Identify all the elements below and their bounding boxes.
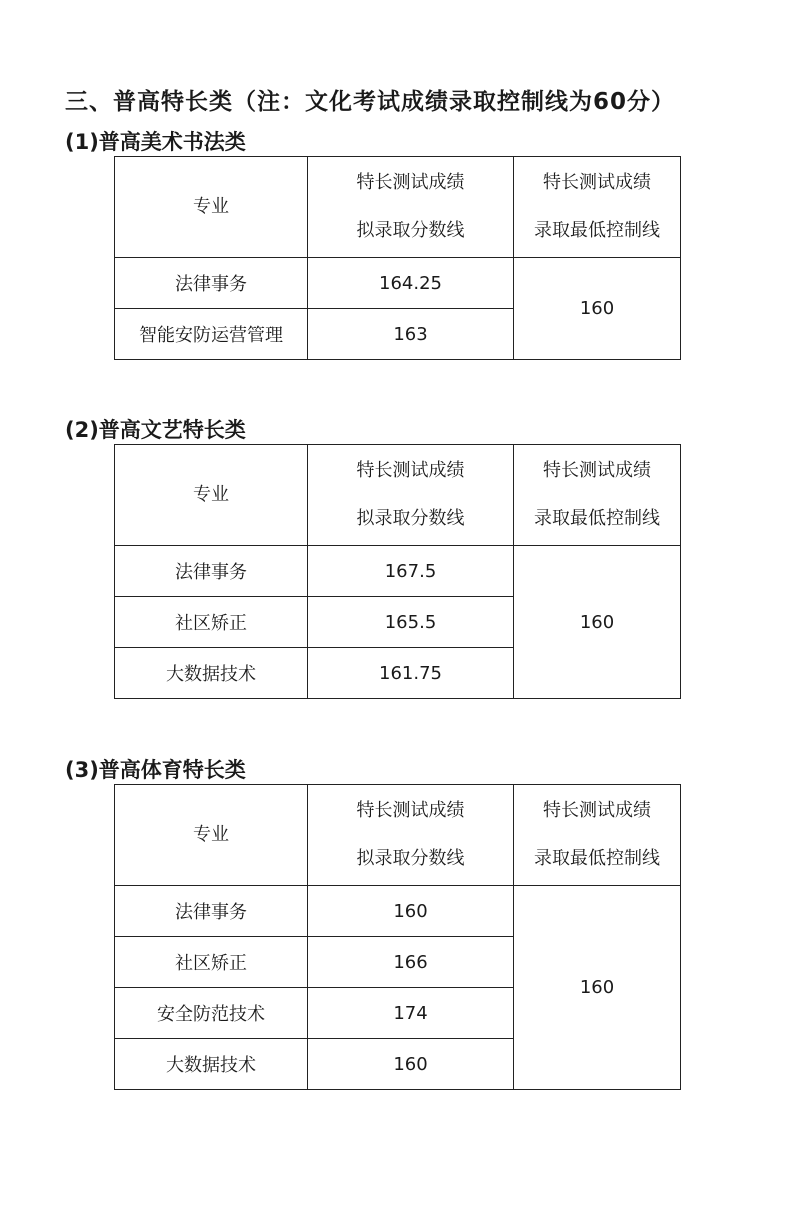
- cell-score: 160: [308, 1039, 514, 1090]
- header-min-control: 特长测试成绩 录取最低控制线: [514, 157, 681, 258]
- header-major: 专业: [115, 157, 308, 258]
- cell-score: 163: [308, 309, 514, 360]
- cell-major: 大数据技术: [115, 648, 308, 699]
- cell-score: 160: [308, 886, 514, 937]
- section-title-arts-performance: (2)普高文艺特长类: [65, 418, 246, 442]
- cell-score: 166: [308, 937, 514, 988]
- score-table-sports: [114, 784, 681, 1090]
- score-table-arts-performance: [114, 444, 681, 699]
- cell-score: 164.25: [308, 258, 514, 309]
- header-major: 专业: [115, 785, 308, 886]
- cell-score: 165.5: [308, 597, 514, 648]
- cell-major: 安全防范技术: [115, 988, 308, 1039]
- cell-major: 社区矫正: [115, 937, 308, 988]
- cell-min-control: 160: [514, 546, 681, 699]
- cell-major: 法律事务: [115, 258, 308, 309]
- score-table-art: [114, 156, 681, 360]
- cell-score: 167.5: [308, 546, 514, 597]
- header-major: 专业: [115, 445, 308, 546]
- cell-major: 法律事务: [115, 546, 308, 597]
- cell-major: 智能安防运营管理: [115, 309, 308, 360]
- header-admission-score: 特长测试成绩 拟录取分数线: [308, 445, 514, 546]
- section-title-art: (1)普高美术书法类: [65, 130, 246, 154]
- cell-score: 174: [308, 988, 514, 1039]
- cell-major: 法律事务: [115, 886, 308, 937]
- cell-min-control: 160: [514, 886, 681, 1090]
- cell-score: 161.75: [308, 648, 514, 699]
- cell-major: 大数据技术: [115, 1039, 308, 1090]
- header-min-control: 特长测试成绩 录取最低控制线: [514, 445, 681, 546]
- header-min-control: 特长测试成绩 录取最低控制线: [514, 785, 681, 886]
- cell-min-control: 160: [514, 258, 681, 360]
- cell-major: 社区矫正: [115, 597, 308, 648]
- section-title-sports: (3)普高体育特长类: [65, 758, 246, 782]
- header-admission-score: 特长测试成绩 拟录取分数线: [308, 157, 514, 258]
- page-heading: 三、普高特长类（注：文化考试成绩录取控制线为60分）: [65, 89, 676, 115]
- header-admission-score: 特长测试成绩 拟录取分数线: [308, 785, 514, 886]
